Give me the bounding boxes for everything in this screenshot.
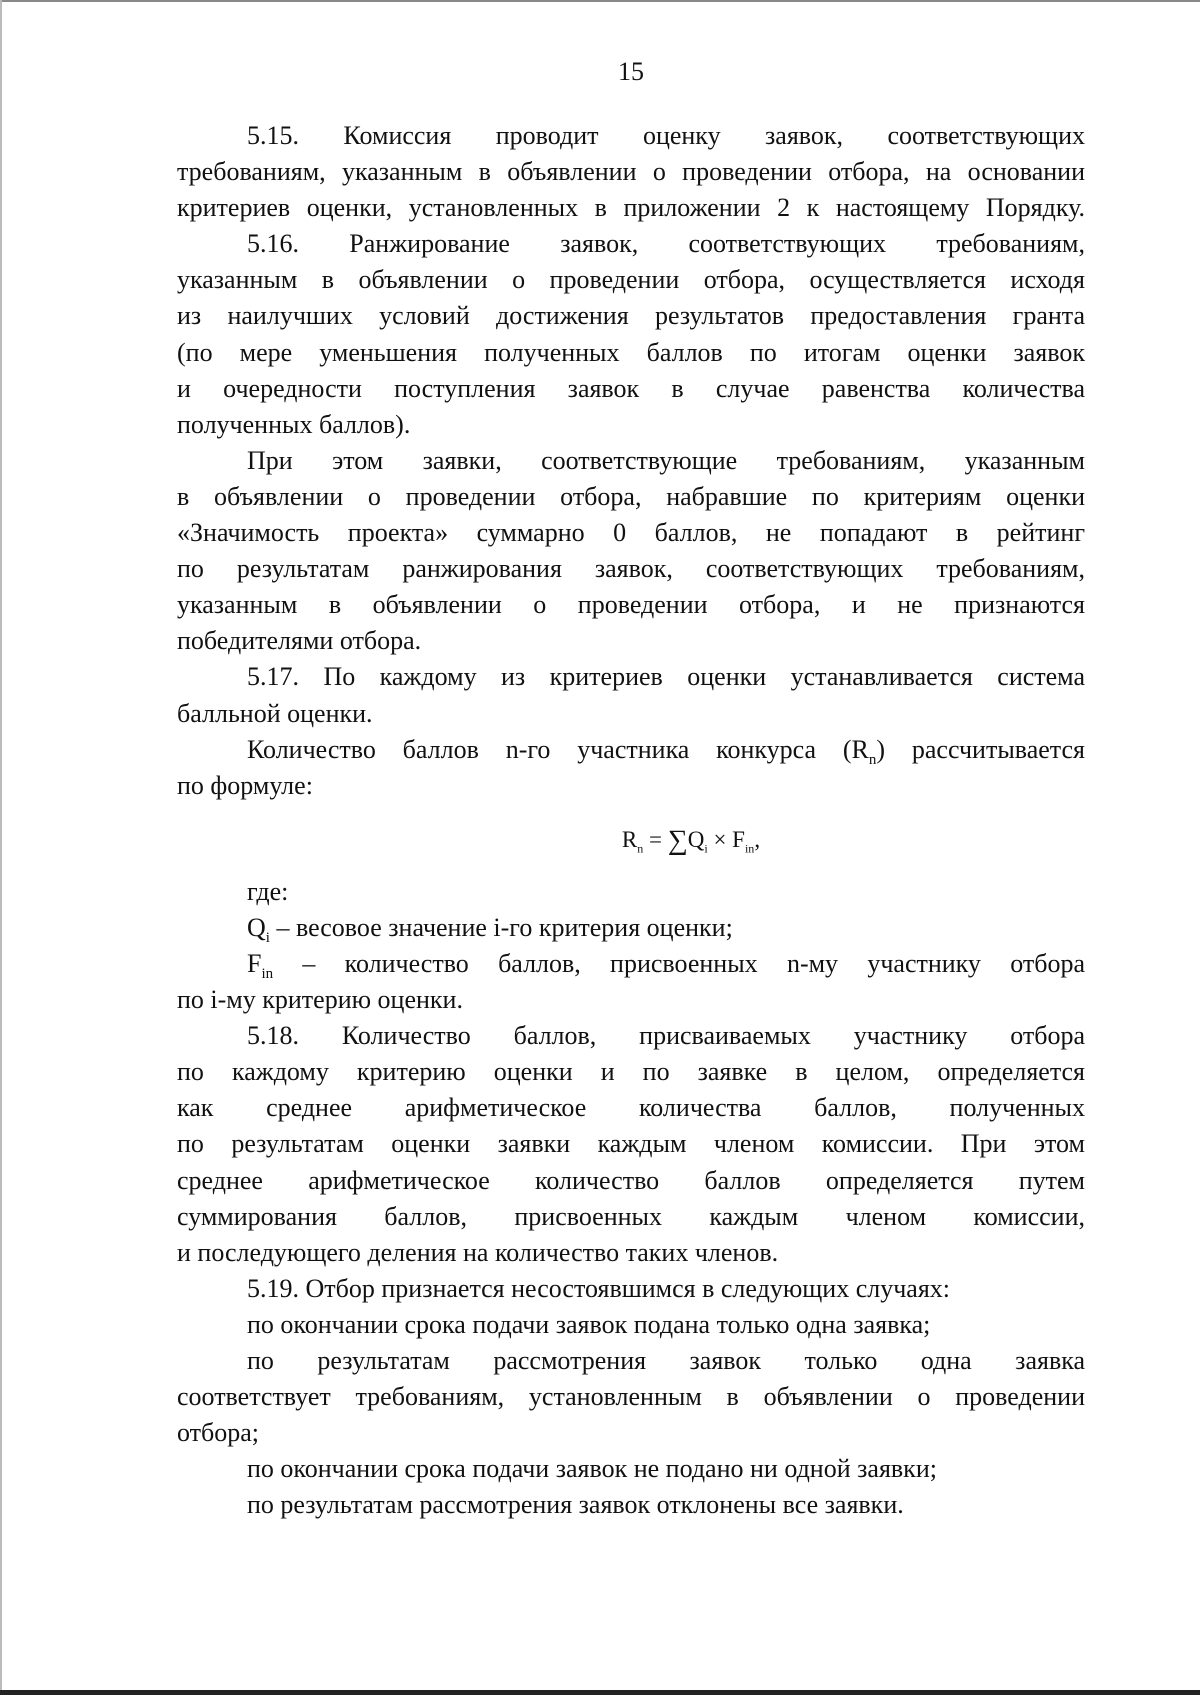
paragraph-5-17-line-2: балльной оценки. [177,698,373,728]
formula-sum-symbol: ∑ [667,824,688,856]
definition-f-symbol: F [247,948,262,978]
definition-q-symbol: Q [247,912,266,942]
definition-q-text: – весовое значение i-го критерия оценки; [269,912,733,942]
document-body [177,118,1085,1523]
definition-q-sub: i [265,930,270,947]
paragraph-ranking-note-line-5: указанным в объявлении о проведении отбора, и не признаются [177,590,1085,620]
paragraph-5-18-line-7: и последующего деления на количество таких членов. [177,1237,779,1267]
paragraph-score-count-line-2: по формуле: [177,770,313,800]
paragraph-5-17-line-1: 5.17. По каждому из критериев оценки устанавливается система [247,662,1085,692]
formula-r: R [621,826,638,852]
paragraph-5-15-line-3: критериев оценки, установленных в приложении 2 к настоящему Порядку. [177,193,1085,223]
formula-q-sub: i [704,841,708,856]
paragraph-5-16-line-1: 5.16. Ранжирование заявок, соответствующих требованиям, [247,229,1085,259]
score-count-sub: n [868,751,877,768]
paragraph-5-16-line-2: указанным в объявлении о проведении отбора, осуществляется исходя [177,265,1085,295]
definition-f-line-2: по i-му критерию оценки. [177,985,463,1015]
paragraph-ranking-note-line-3: «Значимость проекта» суммарно 0 баллов, не попадают в рейтинг [177,518,1085,548]
paragraph-5-18-line-4: по результатам оценки заявки каждым членом комиссии. При этом [177,1129,1085,1159]
paragraph-5-18-line-2: по каждому критерию оценки и по заявке в целом, определяется [177,1057,1085,1087]
formula-f-sub: in [744,841,755,856]
case-single-compliant-line-2: соответствует требованиям, установленным в объявлении о проведении [177,1382,1085,1412]
paragraph-ranking-note-line-1: При этом заявки, соответствующие требованиям, указанным [247,445,1085,475]
score-count-text-pre: Количество баллов n-го участника конкурса (R [247,734,869,764]
formula-eq: = [643,826,668,852]
page-number: 15 [618,57,644,86]
case-all-rejected: по результатам рассмотрения заявок отклонены все заявки. [247,1490,904,1520]
formula-f: F [732,826,745,852]
paragraph-5-16-line-5: и очередности поступления заявок в случае равенства количества [177,373,1085,403]
formula-where-label: где: [247,876,289,906]
definition-f-text: – количество баллов, присвоенных n-му участнику отбора [273,948,1085,978]
paragraph-5-18-line-1: 5.18. Количество баллов, присваиваемых участнику отбора [247,1021,1085,1051]
scan-left-edge [0,0,2,1695]
paragraph-5-16-line-3: из наилучших условий достижения результатов предоставления гранта [177,301,1085,331]
paragraph-ranking-note-line-4: по результатам ранжирования заявок, соответствующих требованиям, [177,554,1085,584]
case-single-compliant-line-1: по результатам рассмотрения заявок только одна заявка [247,1346,1085,1375]
paragraph-5-18-line-3: как среднее арифметическое количества баллов, полученных [177,1093,1085,1123]
paragraph-5-15-line-2: требованиям, указанным в объявлении о проведении отбора, на основании [177,157,1085,187]
definition-q [177,910,1085,946]
paragraph-5-18-line-5: среднее арифметическое количество баллов определяется путем [177,1165,1085,1195]
case-no-applications: по окончании срока подачи заявок не подано ни одной заявки; [247,1454,937,1484]
definition-f-sub: in [261,966,274,983]
score-count-text-post: ) рассчитывается [876,734,1085,764]
paragraph-5-18-line-6: суммирования баллов, присвоенных каждым членом комиссии, [177,1201,1085,1231]
score-formula [177,804,1085,874]
paragraph-5-19-line-1: 5.19. Отбор признается несостоявшимся в следующих случаях: [247,1273,951,1303]
formula-end: , [754,826,761,852]
scan-top-edge [0,0,1200,2]
case-single-compliant-line-3: отбора; [177,1418,260,1448]
case-single-application: по окончании срока подачи заявок подана только одна заявка; [247,1309,931,1339]
paragraph-5-16-line-6: полученных баллов). [177,409,411,439]
paragraph-score-count-line-1 [177,732,1085,768]
paragraph-ranking-note-line-6: победителями отбора. [177,626,422,656]
formula-q: Q [687,826,705,852]
scan-bottom-edge [0,1690,1200,1695]
formula-times: × [707,826,733,852]
paragraph-5-15-line-1: 5.15. Комиссия проводит оценку заявок, соответствующих [247,121,1085,150]
paragraph-5-16-line-4: (по мере уменьшения полученных баллов по итогам оценки заявок [177,337,1085,367]
definition-f-line-1 [177,946,1085,982]
paragraph-ranking-note-line-2: в объявлении о проведении отбора, набравшие по критериям оценки [177,481,1085,511]
formula-r-sub: n [637,841,644,856]
